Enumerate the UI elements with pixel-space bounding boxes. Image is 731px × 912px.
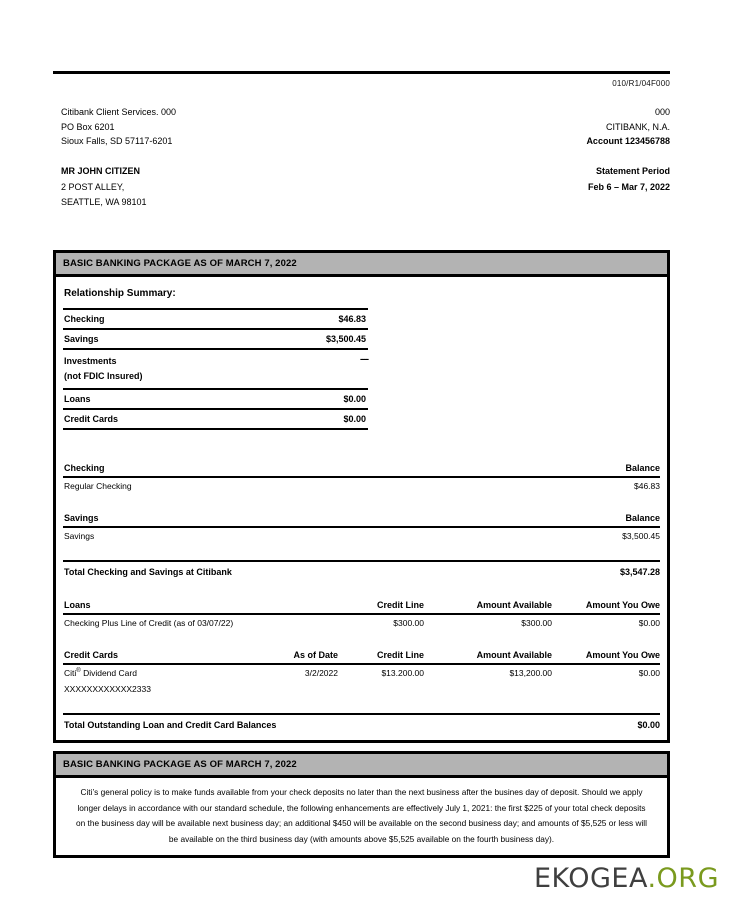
spacer (63, 430, 660, 460)
credit-cards-header-amount-owe: Amount You Owe (552, 647, 660, 664)
loans-header-label: Loans (63, 597, 338, 614)
customer-name: MR JOHN CITIZEN (61, 166, 141, 176)
credit-card-credit-line: $13.200.00 (381, 668, 424, 678)
table-row (63, 544, 660, 561)
statement-period-value: Feb 6 – Mar 7, 2022 (587, 181, 670, 192)
table-row (63, 697, 660, 714)
account-number: Account 123456788 (586, 136, 670, 146)
table-header-row (63, 460, 660, 477)
savings-header-balance: Balance (546, 510, 660, 527)
reference-code: 010/R1/04F000 (612, 79, 670, 88)
bank-code: 000 (654, 107, 670, 117)
registered-trademark-icon: ® (76, 668, 81, 675)
credit-card-masked-number: XXXXXXXXXXXX2333 (64, 684, 151, 694)
credit-card-as-of-date: 3/2/2022 (304, 668, 338, 678)
account-summary-box (53, 250, 670, 743)
table-row (63, 527, 660, 544)
sender-line-3: Sioux Falls, SD 57117-6201 (61, 136, 173, 146)
loan-amount-available: $300.00 (521, 618, 552, 628)
table-row (63, 477, 660, 494)
watermark-tld: .ORG (647, 863, 719, 894)
relationship-row-value: $3,500.45 (261, 329, 368, 349)
watermark-name: EKOGEA (533, 863, 648, 894)
checking-table (63, 460, 660, 494)
checking-header-balance: Balance (460, 460, 660, 477)
relationship-row-value: $0.00 (261, 389, 368, 409)
checking-account-balance: $46.83 (634, 481, 660, 491)
credit-card-amount-available: $13,200.00 (509, 668, 552, 678)
statement-period (588, 164, 670, 195)
customer-address-line-2: SEATTLE, WA 98101 (61, 197, 147, 207)
credit-cards-header-as-of-date: As of Date (260, 647, 338, 664)
relationship-row-label (63, 349, 261, 389)
total-checking-savings-value: $3,547.28 (546, 561, 660, 581)
loans-header-amount-owe: Amount You Owe (552, 597, 660, 614)
credit-cards-header-label: Credit Cards (63, 647, 260, 664)
credit-card-amount-owe: $0.00 (638, 668, 660, 678)
bank-info (586, 105, 670, 149)
package-band: BASIC BANKING PACKAGE AS OF MARCH 7, 2022 (56, 253, 667, 277)
checking-account-name: Regular Checking (64, 481, 132, 491)
savings-header-label: Savings (63, 510, 546, 527)
table-header-row (63, 597, 660, 614)
savings-table (63, 510, 660, 581)
table-row (63, 664, 660, 681)
relationship-row-label: Credit Cards (63, 409, 261, 429)
bank-name: CITIBANK, N.A. (605, 121, 670, 132)
relationship-row-value: ---- (261, 349, 368, 389)
loan-name: Checking Plus Line of Credit (as of 03/07/22) (64, 618, 234, 628)
table-row (63, 329, 368, 349)
spacer (63, 631, 660, 647)
credit-card-name (63, 664, 260, 681)
customer-address-line-1: 2 POST ALLEY, (61, 181, 125, 192)
credit-cards-header-credit-line: Credit Line (338, 647, 424, 664)
table-row (63, 309, 368, 329)
credit-cards-header-amount-available: Amount Available (424, 647, 552, 664)
loan-amount-owe: $0.00 (638, 618, 660, 628)
statement-period-label: Statement Period (595, 166, 670, 176)
savings-account-balance: $3,500.45 (622, 531, 660, 541)
credit-card-brand: Citi (64, 668, 77, 678)
loans-table (63, 597, 660, 631)
relationship-row-label: Checking (63, 309, 261, 329)
relationship-row-value: $0.00 (261, 409, 368, 429)
relationship-row-label: Loans (63, 389, 261, 409)
table-row-total (63, 561, 660, 581)
table-row (63, 681, 660, 697)
total-checking-savings-label: Total Checking and Savings at Citibank (63, 561, 546, 581)
notice-band: BASIC BANKING PACKAGE AS OF MARCH 7, 2022 (56, 754, 667, 778)
loans-header-amount-available: Amount Available (424, 597, 552, 614)
funds-availability-text: Citi’s general policy is to make funds available from your check deposits no later than the next business after the busines day of deposit. Should we apply longer delays in accordance with our standard schedule, the following enhancements are effectively July 1, 2021: the first $225 of your total check deposits on the business day will be available next business day; an additional $450 will be available on the second business day; and amounts of $5,525 or less will be available on the third business day (with amounts above $5,525 available on the fourth business day). (75, 787, 647, 844)
investments-label: Investments (64, 356, 117, 366)
customer-address (61, 164, 147, 211)
sender-line-1: Citibank Client Services. 000 (61, 107, 177, 117)
spacer (63, 494, 660, 510)
header-rule (53, 71, 670, 74)
funds-availability-box (53, 751, 670, 858)
total-outstanding-label: Total Outstanding Loan and Credit Card Balances (63, 714, 552, 734)
table-row (63, 409, 368, 429)
total-outstanding-value: $0.00 (552, 714, 660, 734)
table-row (63, 389, 368, 409)
sender-address (61, 105, 176, 149)
spacer (63, 581, 660, 597)
table-row (63, 614, 660, 631)
credit-card-product: Dividend Card (80, 668, 137, 678)
investments-sublabel: (not FDIC Insured) (64, 371, 143, 381)
relationship-summary-table (63, 308, 368, 430)
table-header-row (63, 510, 660, 527)
credit-cards-table (63, 647, 660, 734)
watermark (534, 863, 719, 894)
relationship-row-label: Savings (63, 329, 261, 349)
savings-account-name: Savings (64, 531, 95, 541)
table-header-row (63, 647, 660, 664)
relationship-summary-title: Relationship Summary: (64, 288, 176, 299)
loan-credit-line: $300.00 (393, 618, 424, 628)
relationship-row-value: $46.83 (261, 309, 368, 329)
sender-line-2: PO Box 6201 (61, 121, 115, 132)
table-row-total (63, 714, 660, 734)
checking-header-label: Checking (63, 460, 460, 477)
loans-header-credit-line: Credit Line (338, 597, 424, 614)
table-row (63, 349, 368, 389)
